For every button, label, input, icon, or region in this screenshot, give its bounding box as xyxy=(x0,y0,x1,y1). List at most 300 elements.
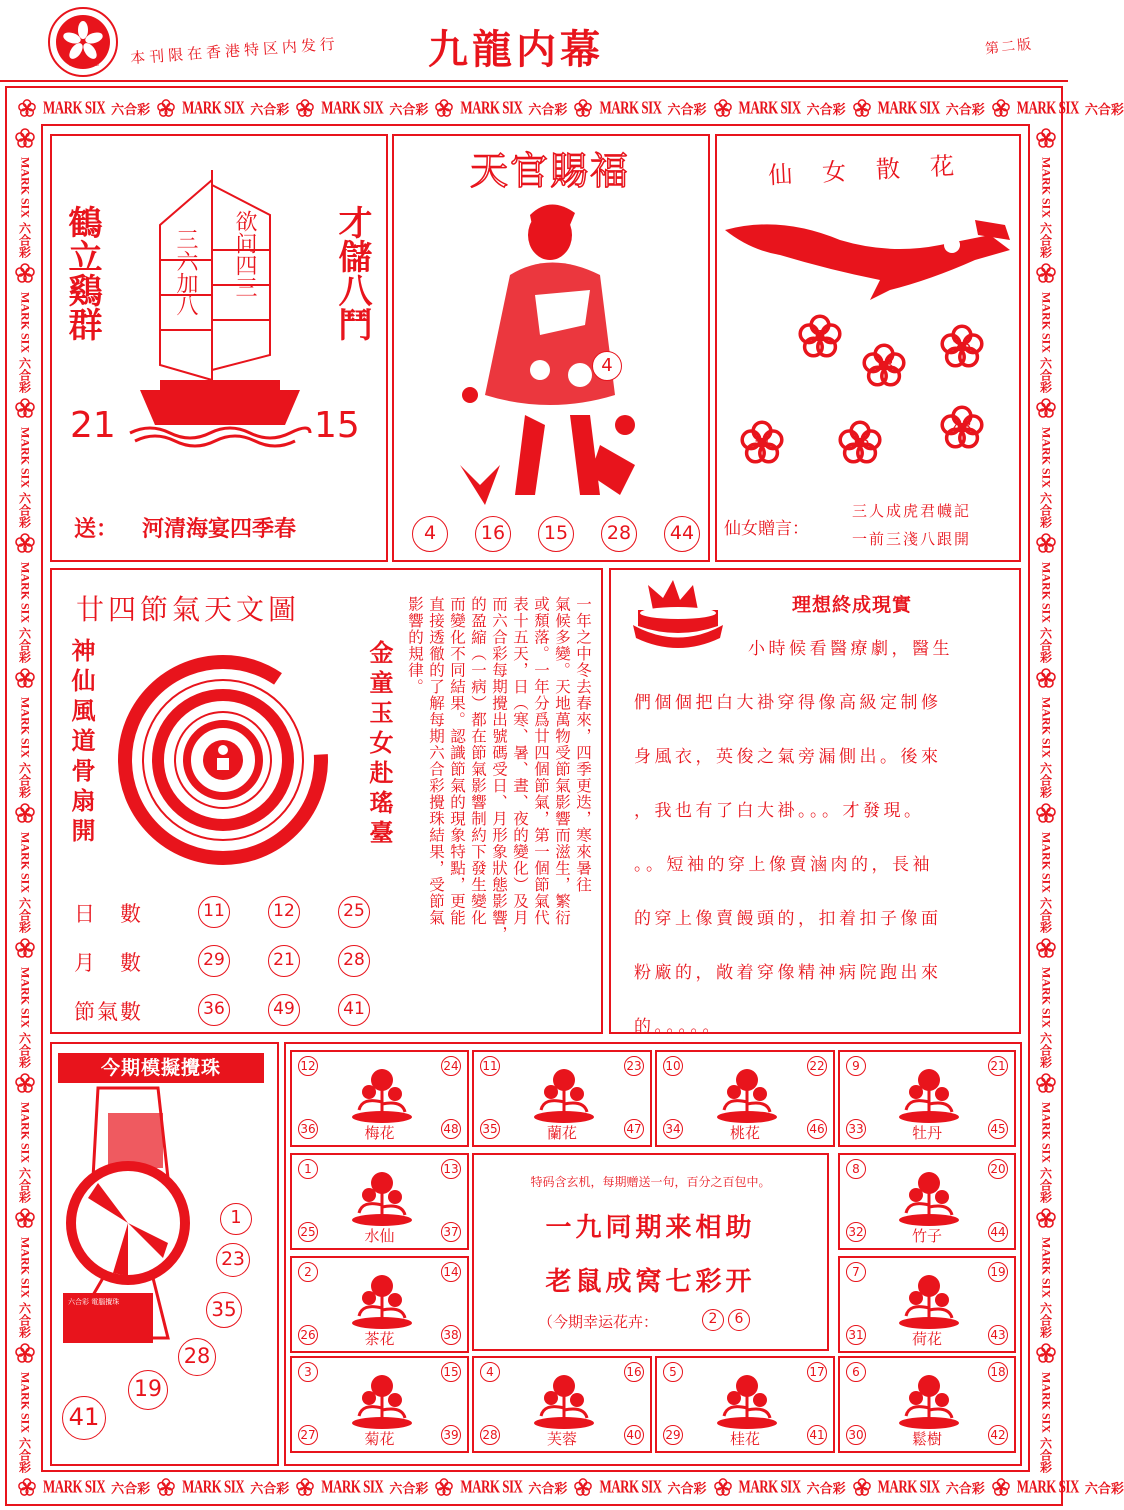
flower-icon xyxy=(1036,668,1056,688)
border-brand-en: MARK SIX xyxy=(18,427,33,489)
fairy-title: 仙女散花 xyxy=(767,150,985,190)
fairy-flower xyxy=(862,343,906,387)
lucky-number-ball: 6 xyxy=(728,1309,750,1331)
flower-icon xyxy=(1036,263,1056,283)
flower-cell-name: 茶花 xyxy=(364,1330,395,1348)
flower-plant-icon xyxy=(347,1268,417,1330)
flower-cell-number: 42 xyxy=(988,1425,1008,1445)
sail-text-left: 三六加八 xyxy=(173,228,198,316)
flower-cell-number: 3 xyxy=(298,1362,318,1382)
flower-cell-number: 40 xyxy=(624,1425,644,1445)
emblem-text: HONGKONG xyxy=(69,62,99,68)
border-brand-cn: 六合彩 xyxy=(1038,1302,1053,1339)
solar-number-ball: 12 xyxy=(268,896,300,928)
border-brand-en: MARK SIX xyxy=(738,97,801,118)
border-flower-icon xyxy=(1036,803,1056,827)
flower-cell-name: 芙蓉 xyxy=(546,1430,577,1448)
dream-text-line: 身風衣，英俊之氣旁漏側出。後來 xyxy=(634,747,942,767)
flower-icon xyxy=(15,128,35,148)
border-brand-cn: 六合彩 xyxy=(250,102,290,118)
flower-cell-number: 31 xyxy=(846,1325,866,1345)
flower-cell xyxy=(472,1050,652,1147)
border-flower-icon xyxy=(574,99,592,117)
flower-cell-name: 牡丹 xyxy=(911,1124,942,1142)
solar-right-vertical: 金童玉女赴瑤臺 xyxy=(365,640,394,850)
border-brand-en: MARK SIX xyxy=(1039,967,1054,1029)
border-brand-en: MARK SIX xyxy=(1039,832,1054,894)
border-brand-en: MARK SIX xyxy=(18,1102,33,1164)
solar-text-column: 影響的規律。 xyxy=(406,596,424,695)
border-flower-icon xyxy=(15,533,35,557)
border-brand-cn: 六合彩 xyxy=(17,897,32,934)
flower-icon xyxy=(15,1208,35,1228)
border-brand-en: MARK SIX xyxy=(321,1476,384,1497)
left-border-strip xyxy=(12,125,38,1474)
solar-text-column: 表十五天，日（寒、暑、晝、夜的變化）及月 xyxy=(511,596,529,926)
fairy-flower-number: 16 xyxy=(850,433,870,451)
flower-plant-icon xyxy=(894,1165,964,1227)
solar-text-column: 或頹落。一年分爲廿四個節氣，第一個節氣代 xyxy=(532,596,550,926)
bottom-border-strip xyxy=(14,1474,1124,1500)
machine-ball: 19 xyxy=(128,1370,168,1410)
flower-cell-name: 鬆樹 xyxy=(911,1430,942,1448)
flower-plant-icon xyxy=(712,1368,782,1430)
machine-label: 六合彩 電腦攪珠 xyxy=(68,1298,120,1306)
flower-icon xyxy=(714,99,732,117)
right-border-strip xyxy=(1033,125,1059,1474)
border-brand-en: MARK SIX xyxy=(43,1476,106,1497)
solar-row-label: 節氣數 xyxy=(74,1000,143,1024)
fairy-flower-number: 31 xyxy=(752,433,772,451)
flower-cell-number: 23 xyxy=(624,1056,644,1076)
fairy-flower xyxy=(940,324,984,368)
tianguan-figure-image xyxy=(440,195,650,515)
flower-cell xyxy=(290,1050,469,1147)
fairy-gift-line1: 三人成虎君幭記 xyxy=(852,502,972,520)
flower-icon xyxy=(1036,1073,1056,1093)
figure-number-ball: 4 xyxy=(592,351,622,381)
right-poem: 才儲八鬥 xyxy=(332,205,372,341)
flower-plant-icon xyxy=(894,1062,964,1124)
machine-ball: 28 xyxy=(178,1338,216,1376)
solar-row-label: 日 數 xyxy=(74,902,143,926)
flower-icon xyxy=(18,1478,36,1496)
flower-cell-number: 26 xyxy=(298,1325,318,1345)
border-brand-en: MARK SIX xyxy=(182,97,245,118)
flower-icon xyxy=(853,99,871,117)
flower-icon xyxy=(1036,533,1056,553)
border-flower-icon xyxy=(15,263,35,287)
flower-icon xyxy=(1036,803,1056,823)
flower-cell-number: 7 xyxy=(846,1262,866,1282)
border-brand-en: MARK SIX xyxy=(18,292,33,354)
flower-cell-name: 菊花 xyxy=(364,1430,395,1448)
boat-number-left: 21 xyxy=(70,405,116,446)
solar-row-label: 月 數 xyxy=(74,951,143,975)
flower-icon xyxy=(18,99,36,117)
border-flower-icon xyxy=(574,1478,592,1496)
border-brand-en: MARK SIX xyxy=(599,97,662,118)
flower-cell-number: 4 xyxy=(480,1362,500,1382)
machine-ball: 41 xyxy=(62,1396,106,1440)
border-brand-cn: 六合彩 xyxy=(806,102,846,118)
border-flower-icon xyxy=(1036,1208,1056,1232)
border-brand-en: MARK SIX xyxy=(1039,697,1054,759)
fairy-flower-number: 1 xyxy=(815,327,825,345)
border-brand-cn: 六合彩 xyxy=(17,492,32,529)
border-brand-en: MARK SIX xyxy=(877,1476,940,1497)
solar-wheel-image xyxy=(118,655,328,865)
page-title: 九龍内幕 xyxy=(428,26,604,73)
flower-cell-number: 17 xyxy=(807,1362,827,1382)
border-flower-icon xyxy=(15,668,35,692)
flower-cell-number: 24 xyxy=(441,1056,461,1076)
border-brand-en: MARK SIX xyxy=(1039,292,1054,354)
flower-icon xyxy=(1036,1343,1056,1363)
machine-ball: 35 xyxy=(206,1292,242,1328)
fairy-flower xyxy=(740,420,784,464)
lucky-number-ball: 2 xyxy=(702,1309,724,1331)
issue-notice: 本刊限在香港特区内发行 xyxy=(129,34,340,68)
edition-label: 第二版 xyxy=(984,36,1034,58)
flower-cell-number: 46 xyxy=(807,1119,827,1139)
border-brand-cn: 六合彩 xyxy=(1038,1437,1053,1474)
fairy-flower-number: 25 xyxy=(952,337,972,355)
border-flower-icon xyxy=(15,1073,35,1097)
border-brand-cn: 六合彩 xyxy=(17,1032,32,1069)
flower-cell-number: 35 xyxy=(480,1119,500,1139)
flower-cell-number: 5 xyxy=(663,1362,683,1382)
solar-number-ball: 11 xyxy=(198,896,230,928)
border-brand-cn: 六合彩 xyxy=(17,1167,32,1204)
solar-number-ball: 28 xyxy=(338,945,370,977)
border-flower-icon xyxy=(15,128,35,152)
border-brand-cn: 六合彩 xyxy=(1038,627,1053,664)
border-brand-cn: 六合彩 xyxy=(528,102,568,118)
flower-plant-icon xyxy=(894,1368,964,1430)
border-brand-en: MARK SIX xyxy=(1016,1476,1079,1497)
border-brand-en: MARK SIX xyxy=(1039,427,1054,489)
tianguan-number-ball: 15 xyxy=(538,516,574,552)
flower-icon xyxy=(1036,128,1056,148)
flower-cell-number: 12 xyxy=(298,1056,318,1076)
solar-number-ball: 25 xyxy=(338,896,370,928)
flower-cell-name: 桃花 xyxy=(729,1124,760,1142)
border-brand-en: MARK SIX xyxy=(599,1476,662,1497)
border-brand-en: MARK SIX xyxy=(1039,157,1054,219)
flower-cell-name: 蘭花 xyxy=(546,1124,577,1142)
border-flower-icon xyxy=(18,1478,36,1496)
flower-cell xyxy=(290,1356,469,1453)
header-rule xyxy=(0,80,1068,82)
flower-cell xyxy=(472,1356,652,1453)
solar-vertical-text xyxy=(404,596,593,1026)
border-brand-en: MARK SIX xyxy=(182,1476,245,1497)
border-brand-en: MARK SIX xyxy=(1039,1102,1054,1164)
border-brand-cn: 六合彩 xyxy=(528,1481,568,1497)
border-brand-en: MARK SIX xyxy=(1039,1237,1054,1299)
border-flower-icon xyxy=(714,1478,732,1496)
tianguan-title: 天官賜福 xyxy=(470,149,631,193)
border-flower-icon xyxy=(15,803,35,827)
dream-text-line: 們個個把白大褂穿得像高級定制修 xyxy=(634,693,942,713)
border-brand-en: MARK SIX xyxy=(877,97,940,118)
flower-cell-number: 44 xyxy=(988,1222,1008,1242)
border-flower-icon xyxy=(1036,128,1056,152)
flower-cell-number: 1 xyxy=(298,1159,318,1179)
flower-icon xyxy=(15,803,35,823)
border-brand-cn: 六合彩 xyxy=(1084,102,1124,118)
border-flower-icon xyxy=(15,1208,35,1232)
border-flower-icon xyxy=(15,938,35,962)
flower-icon xyxy=(1036,1208,1056,1228)
border-brand-cn: 六合彩 xyxy=(389,1481,429,1497)
tianguan-number-ball: 16 xyxy=(475,516,511,552)
flower-cell-number: 41 xyxy=(807,1425,827,1445)
border-flower-icon xyxy=(992,99,1010,117)
machine-ball: 1 xyxy=(220,1203,252,1235)
flower-cell-number: 20 xyxy=(988,1159,1008,1179)
flower-cell xyxy=(655,1356,835,1453)
solar-text-column: 而六合彩每期攪出號碼受日、月形象狀態影響， xyxy=(490,596,508,943)
center-line1: 一九同期来相助 xyxy=(545,1213,756,1243)
fairy-flower xyxy=(940,405,984,449)
dream-text-line: ，我也有了白大褂。。。才發現。 xyxy=(634,801,925,821)
border-brand-en: MARK SIX xyxy=(460,1476,523,1497)
border-brand-cn: 六合彩 xyxy=(1084,1481,1124,1497)
solar-text-column: 直接透徹的了解每期六合彩攪珠結果，受節氣 xyxy=(427,596,445,926)
border-brand-en: MARK SIX xyxy=(738,1476,801,1497)
flower-icon xyxy=(15,1343,35,1363)
flower-cell-number: 29 xyxy=(663,1425,683,1445)
flower-cell-number: 15 xyxy=(441,1362,461,1382)
border-brand-cn: 六合彩 xyxy=(667,1481,707,1497)
flower-cell xyxy=(838,1050,1016,1147)
flower-cell-number: 11 xyxy=(480,1056,500,1076)
fairy-gift-label: 仙女贈言： xyxy=(724,519,809,539)
flower-plant-icon xyxy=(347,1062,417,1124)
border-brand-cn: 六合彩 xyxy=(111,102,151,118)
top-border-strip xyxy=(14,95,1124,121)
border-brand-en: MARK SIX xyxy=(1039,1372,1054,1434)
flower-icon xyxy=(435,1478,453,1496)
flower-cell-number: 45 xyxy=(988,1119,1008,1139)
border-flower-icon xyxy=(435,99,453,117)
flower-cell-number: 47 xyxy=(624,1119,644,1139)
fairy-flower xyxy=(798,314,842,358)
border-flower-icon xyxy=(1036,1073,1056,1097)
lottery-machine-image xyxy=(58,1088,198,1348)
border-brand-cn: 六合彩 xyxy=(111,1481,151,1497)
flower-icon xyxy=(15,398,35,418)
border-brand-en: MARK SIX xyxy=(1016,97,1079,118)
fairy-flower-number: 48 xyxy=(952,418,972,436)
border-brand-cn: 六合彩 xyxy=(250,1481,290,1497)
border-brand-en: MARK SIX xyxy=(1039,562,1054,624)
border-flower-icon xyxy=(853,1478,871,1496)
flower-icon xyxy=(992,1478,1010,1496)
flower-icon xyxy=(15,263,35,283)
flower-cell-number: 22 xyxy=(807,1056,827,1076)
border-brand-cn: 六合彩 xyxy=(17,357,32,394)
border-brand-cn: 六合彩 xyxy=(945,1481,985,1497)
flower-cell-number: 27 xyxy=(298,1425,318,1445)
border-flower-icon xyxy=(18,99,36,117)
border-flower-icon xyxy=(15,398,35,422)
border-brand-en: MARK SIX xyxy=(460,97,523,118)
flower-cell-number: 36 xyxy=(298,1119,318,1139)
dream-text-line: 。。短袖的穿上像賣滷肉的，長袖 xyxy=(634,855,933,875)
border-brand-cn: 六合彩 xyxy=(1038,357,1053,394)
fairy-flower xyxy=(838,420,882,464)
flower-cell-number: 21 xyxy=(988,1056,1008,1076)
flower-cell-name: 荷花 xyxy=(911,1330,942,1348)
dream-text-line: 小時候看醫療劇，醫生 xyxy=(748,639,953,659)
machine-ball: 23 xyxy=(216,1243,250,1277)
border-flower-icon xyxy=(1036,533,1056,557)
border-flower-icon xyxy=(853,99,871,117)
flower-plant-icon xyxy=(894,1268,964,1330)
solar-text-column: 的盈縮（一病）都在節氣影響制約下發生變化 xyxy=(469,596,487,926)
flower-icon xyxy=(714,1478,732,1496)
flower-cell xyxy=(290,1153,469,1250)
flower-cell-number: 43 xyxy=(988,1325,1008,1345)
border-brand-en: MARK SIX xyxy=(18,697,33,759)
border-brand-en: MARK SIX xyxy=(18,1237,33,1299)
border-brand-en: MARK SIX xyxy=(18,967,33,1029)
tianguan-number-ball: 4 xyxy=(412,516,448,552)
dream-text-line: 粉廠的，敞着穿像精神病院跑出來 xyxy=(634,963,942,983)
border-brand-en: MARK SIX xyxy=(18,832,33,894)
flower-cell xyxy=(290,1256,469,1353)
flower-cell xyxy=(838,1356,1016,1453)
flower-icon xyxy=(1036,938,1056,958)
border-brand-cn: 六合彩 xyxy=(17,222,32,259)
tianguan-number-ball: 28 xyxy=(601,516,637,552)
border-flower-icon xyxy=(435,1478,453,1496)
border-flower-icon xyxy=(1036,263,1056,287)
flower-icon xyxy=(15,938,35,958)
flower-plant-icon xyxy=(529,1062,599,1124)
sailboat-image xyxy=(130,165,310,445)
border-brand-cn: 六合彩 xyxy=(1038,222,1053,259)
flying-fairy-image xyxy=(720,210,1015,305)
flower-cell-number: 16 xyxy=(624,1362,644,1382)
border-brand-cn: 六合彩 xyxy=(1038,897,1053,934)
border-flower-icon xyxy=(296,1478,314,1496)
border-flower-icon xyxy=(714,99,732,117)
flower-icon xyxy=(574,1478,592,1496)
flower-cell-number: 2 xyxy=(298,1262,318,1282)
solar-number-ball: 21 xyxy=(268,945,300,977)
border-brand-cn: 六合彩 xyxy=(1038,762,1053,799)
flower-plant-icon xyxy=(347,1368,417,1430)
border-brand-cn: 六合彩 xyxy=(17,1437,32,1474)
flower-icon xyxy=(435,99,453,117)
flower-plant-icon xyxy=(712,1062,782,1124)
solar-number-ball: 29 xyxy=(198,945,230,977)
flower-cell-number: 34 xyxy=(663,1119,683,1139)
fairy-gift-line2: 一前三淺八跟開 xyxy=(852,530,972,548)
dream-title: 理想終成現實 xyxy=(792,594,913,616)
border-flower-icon xyxy=(157,1478,175,1496)
flower-cell-name: 桂花 xyxy=(729,1430,760,1448)
border-brand-en: MARK SIX xyxy=(18,157,33,219)
flower-cell-number: 28 xyxy=(480,1425,500,1445)
flower-icon xyxy=(853,1478,871,1496)
border-flower-icon xyxy=(1036,1343,1056,1367)
flower-cell-number: 10 xyxy=(663,1056,683,1076)
border-flower-icon xyxy=(1036,668,1056,692)
flower-cell-number: 13 xyxy=(441,1159,461,1179)
solar-text-column: 氣候多變。天地萬物受節氣影響而滋生，繁衍 xyxy=(553,596,571,926)
center-line2: 老鼠成窝七彩开 xyxy=(545,1267,756,1297)
solar-title: 廿四節氣天文圖 xyxy=(76,593,301,626)
flower-icon xyxy=(1036,398,1056,418)
send-label: 送： xyxy=(74,517,119,542)
flower-cell-number: 48 xyxy=(441,1119,461,1139)
flower-cell-name: 竹子 xyxy=(911,1227,942,1245)
border-brand-en: MARK SIX xyxy=(18,1372,33,1434)
flower-icon xyxy=(157,1478,175,1496)
flower-icon xyxy=(296,1478,314,1496)
border-flower-icon xyxy=(157,99,175,117)
flower-cell xyxy=(838,1153,1016,1250)
flower-cell-number: 14 xyxy=(441,1262,461,1282)
border-brand-cn: 六合彩 xyxy=(389,102,429,118)
lucky-label: （今期幸运花卉： xyxy=(538,1313,659,1331)
flower-center-box xyxy=(472,1153,829,1351)
center-top-note: 特码含玄机，每期赠送一句，百分之百包中。 xyxy=(530,1175,771,1189)
flower-cell-number: 9 xyxy=(846,1056,866,1076)
fairy-flower-number: 13 xyxy=(874,356,894,374)
border-brand-en: MARK SIX xyxy=(18,562,33,624)
border-brand-cn: 六合彩 xyxy=(1038,1032,1053,1069)
flower-cell-number: 25 xyxy=(298,1222,318,1242)
flower-cell xyxy=(838,1256,1016,1353)
flower-icon xyxy=(157,99,175,117)
flower-plant-icon xyxy=(529,1368,599,1430)
flower-icon xyxy=(15,1073,35,1093)
solar-number-ball: 36 xyxy=(198,994,230,1026)
flower-cell-number: 8 xyxy=(846,1159,866,1179)
border-brand-cn: 六合彩 xyxy=(806,1481,846,1497)
border-flower-icon xyxy=(296,99,314,117)
flower-cell-number: 6 xyxy=(846,1362,866,1382)
solar-number-ball: 41 xyxy=(338,994,370,1026)
flower-cell-number: 33 xyxy=(846,1119,866,1139)
solar-text-column: 而變化不同結果。認識節氣的現象特點，更能 xyxy=(448,596,466,926)
send-text: 河清海宴四季春 xyxy=(142,516,297,542)
border-flower-icon xyxy=(992,1478,1010,1496)
flower-cell-number: 19 xyxy=(988,1262,1008,1282)
border-brand-cn: 六合彩 xyxy=(1038,492,1053,529)
solar-number-ball: 49 xyxy=(268,994,300,1026)
flower-cell-number: 38 xyxy=(441,1325,461,1345)
flower-cell-name: 梅花 xyxy=(364,1124,395,1142)
tianguan-number-ball: 44 xyxy=(664,516,700,552)
dream-text-line: 的。。。。。 xyxy=(634,1017,723,1037)
left-poem: 鶴立鷄群 xyxy=(62,205,102,341)
boat-number-right: 15 xyxy=(314,405,360,446)
flower-cell xyxy=(655,1050,835,1147)
flower-icon xyxy=(15,533,35,553)
flower-cell-number: 30 xyxy=(846,1425,866,1445)
border-brand-cn: 六合彩 xyxy=(17,627,32,664)
flower-cell-number: 18 xyxy=(988,1362,1008,1382)
border-brand-en: MARK SIX xyxy=(43,97,106,118)
border-flower-icon xyxy=(1036,938,1056,962)
